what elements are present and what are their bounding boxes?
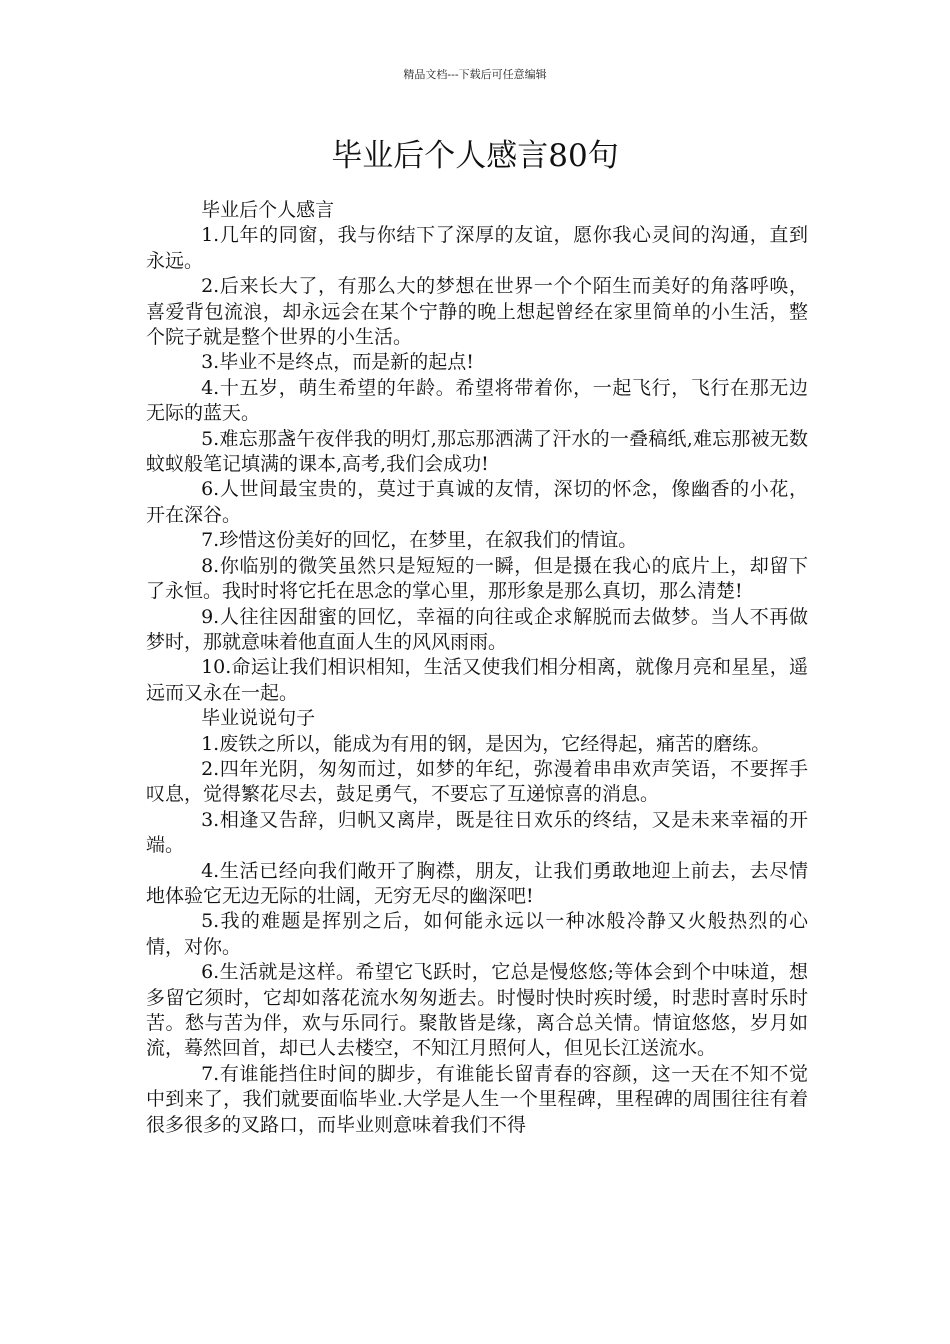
section-heading: 毕业后个人感言: [201, 199, 335, 221]
paragraph: 4.十五岁，萌生希望的年龄。希望将带着你，一起飞行，飞行在那无边无际的蓝天。: [146, 376, 808, 425]
paragraph: 3.毕业不是终点，而是新的起点!: [201, 351, 474, 374]
paragraph: 7.有谁能挡住时间的脚步，有谁能长留青春的容颜，这一天在不知不觉中到来了，我们就要面临毕业.大学是人生一个里程碑，里程碑的周围往往有着很多很多的叉路口，而毕业则意味着我们不得: [146, 1062, 808, 1136]
header-note: 精品文档---下载后可任意编辑: [403, 68, 547, 81]
paragraph: 1.废铁之所以，能成为有用的钢，是因为，它经得起，痛苦的磨练。: [201, 732, 771, 755]
section-heading: 毕业说说句子: [201, 707, 316, 730]
paragraph: 2.后来长大了，有那么大的梦想在世界一个个陌生而美好的角落呼唤，喜爱背包流浪，却永远会在某个宁静的晚上想起曾经在家里简单的小生活，整个院子就是整个世界的小生活。: [146, 275, 808, 349]
document-title: 毕业后个人感言80句: [331, 138, 619, 174]
paragraph: 6.生活就是这样。希望它飞跃时，它总是慢悠悠;等体会到个中味道，想多留它须时，它却如落花流水匆匆逝去。时慢时快时疾时缓，时悲时喜时乐时苦。愁与苦为伴，欢与乐同行。聚散皆是缘，离合总关情。情谊悠悠，岁月如流，蓦然回首，却已人去楼空，不知江月照何人，但见长江送流水。: [146, 961, 808, 1060]
paragraph: 8.你临别的微笑虽然只是短短的一瞬，但是摄在我心的底片上，却留下了永恒。我时时将它托在思念的掌心里，那形象是那么真切，那么清楚!: [146, 554, 808, 603]
paragraph: 6.人世间最宝贵的，莫过于真诚的友情，深切的怀念，像幽香的小花，开在深谷。: [146, 478, 808, 526]
paragraph: 7.珍惜这份美好的回忆，在梦里，在叙我们的情谊。: [201, 529, 638, 552]
paragraph: 4.生活已经向我们敞开了胸襟，朋友，让我们勇敢地迎上前去，去尽情地体验它无边无际的壮阔，无穷无尽的幽深吧!: [146, 859, 808, 907]
paragraph: 10.命运让我们相识相知，生活又使我们相分相离，就像月亮和星星，遥远而又永在一起。: [146, 656, 808, 704]
paragraph: 3.相逢又告辞，归帆又离岸，既是往日欢乐的终结，又是未来幸福的开端。: [146, 808, 808, 857]
paragraph: 1.几年的同窗，我与你结下了深厚的友谊，愿你我心灵间的沟通，直到永远。: [146, 224, 808, 272]
paragraph: 2.四年光阴，匆匆而过，如梦的年纪，弥漫着串串欢声笑语，不要挥手叹息，觉得繁花尽去，鼓足勇气，不要忘了互递惊喜的消息。: [146, 757, 808, 806]
paragraph: 5.我的难题是挥别之后，如何能永远以一种冰般冷静又火般热烈的心情，对你。: [146, 910, 808, 958]
document-body: [146, 198, 808, 1138]
paragraph: 9.人往往因甜蜜的回忆，幸福的向往或企求解脱而去做梦。当人不再做梦时，那就意味着他直面人生的风风雨雨。: [146, 605, 808, 653]
paragraph: 5.难忘那盏午夜伴我的明灯,那忘那洒满了汗水的一叠稿纸,难忘那被无数蚊蚁般笔记填满的课本,高考,我们会成功!: [146, 427, 808, 476]
